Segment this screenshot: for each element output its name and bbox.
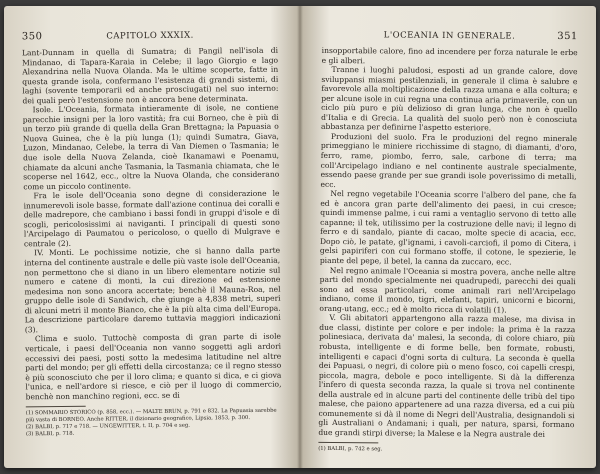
left-paragraph: Lant-Dunnam in quella di Sumatra; di Pangil nell'isola di Mindanao, di Tapara-Karaia in Celebe; il lago Giorgio e lago Alexandrina nella Nuova Olanda. Ma le ultime scoperte, fatte in questa grande isola, confermano l'esistenza di grandi sistemi, di laghi (sovente temporarii ed anche prosciugati) nel suo interno: dei quali però l'estensione non è ancora bene determinata. (21, 45, 279, 106)
right-page (318, 29, 578, 461)
left-footnote: (1) SOMMARIO STORICO (p. 858, ecc.). — MALTE BRUN, p. 791 e 832. La Papuasia sarebbe più vasta di BORNEO. Anche RITTER, il dizionario geografico, Lipsia, 1853, p. 300. (25, 407, 277, 424)
left-footnote: (2) BALBI, p. 717 e 718. — UNGEWITTER, t. II, p. 704 e seg. (25, 422, 191, 431)
left-paragraph: Fra le isole dell'Oceania sono degne di considerazione le innumerevoli isole basse, formate dall'azione continua dei coralli e delle madrepore, che cambiano i bassi fondi in gruppi d'isole e di scogli, pericolosissimi ai naviganti. I principali di questi sono l'Arcipelago di Paumatou o pericoloso, o quello di Mulgrave e centrale (2). (23, 188, 280, 249)
left-paragraph: Isole. L'Oceania, formata intieramente di isole, ne contiene parecchie insigni per la loro vastità; fra cui Borneo, che è più di un terzo più grande di quella della Gran Brettagna; la Papuasia o Nuova Guinea, che è la più lunga (1); quindi Sumatra, Giava, Luzon, Mindanao, Celebe, la terra di Van Diemen o Tasmania; le due isole della Nuova Zelanda, cioè Ikanamawi e Poenamu, chiamate da alcuni anche Tasmania, la Tasmania chiamata, che le scoperse nel 1642, ecc., oltre la Nuova Olanda, che considerano come un piccolo continente. (22, 102, 280, 191)
left-paragraph: Clima e suolo. Tuttochè composta di gran parte di isole verticale, i paesi dell'Oceania non vanno soggetti agli ardori eccessivi dei paesi, posti sotto la medesima latitudine nel altre parti del mondo; per gli effetti della circostanza; ce il regno stesso è più sconosciuto che per il loro clima; e quanto si dica, e ci giova l'unica, e nell'ardore si riesce, e ciò per il luogo di commercio, benchè non manchino regioni, ecc. se di (25, 332, 282, 402)
open-book-spread (4, 6, 596, 468)
right-paragraph: Tranne i luoghi paludosi, esposti ad un grande calore, dove sviluppansi miasmi pestilenziali, in generale il clima è salubre e favorevole alla moltiplicazione della razza umana e alla coltura; e per alcune isole in cui regna una continua aria primaverile, con un ciclo più puro e più delizioso di gran lunga, che non è quello d'Italia e di Grecia. La qualità del suolo però non è conosciuta abbastanza per definirne l'aspetto esteriore. (320, 65, 578, 133)
right-paragraph: Nel regno vegetabile l'Oceania scorre l'albero del pane, che fa ed è ancora gran parte dell'alimento dei paesi, in cui cresce; quindi immense palme, i cui rami a ventaglio servono di tetto alle capanne; il tek, utilissimo per la costruzione delle navi; il legno di ferro e di sandalo, piante di cacao, molte specie di acacia, ecc. Dopo ciò, le patate, gl'ignami, i cavoli-carciofi, il pomo di Citera, i gelsi papiriferi con cui formano stoffe, il cotone, le spezierie, le piante del pepe, il betel, la canna da zuccaro, ecc. (319, 189, 577, 267)
right-page-header (322, 29, 578, 42)
left-paragraph: IV. Monti. Le pochissime notizie, che si hanno dalla parte interna del continente australe e delle più vaste isole dell'Oceania, non permettono che si diano in un libero elementare notizie sul numero e catene di monti, la cui direzione ed estensione medesima non sono ancora accertate; benchè il Mauna-Roa, nel gruppo delle isole di Sandwich, che giunge a 4,838 metri, superi di alcuni metri il monte Bianco, che è la più alta cima dell'Europa. La descrizione particolare daremo tuttavia maggiori indicazioni (3). (24, 246, 281, 335)
footnote-divider (318, 442, 378, 444)
right-running-head: L'OCEANIA IN GENERALE. (383, 30, 516, 42)
left-page-number: 350 (21, 31, 43, 43)
left-page-text (22, 46, 282, 402)
right-page-number: 351 (557, 30, 578, 43)
right-paragraph: Nel regno animale l'Oceania si mostra povera, anche nelle altre parti del mondo specialmente nei quadrupedi, parecchi dei quali sono ad essa particolari, come animali rari nell'Arcipelago indiano, come il mondo, tigri, elefanti, tapiri, unicorni e bicorni, orang-utang, ecc.; ed è molto ricca di volatili (1). (319, 265, 576, 315)
left-page-header (22, 29, 278, 43)
footnote-divider (26, 406, 86, 408)
right-paragraph: Produzioni del suolo. Fra le produzioni del regno minerale primeggiano le miniere ricchissime di stagno, di diamanti, d'oro, ferro, rame, piombo, ferro, sale, carbone di terra; ma coll'Arcipelago indiano e nel continente australe specialmente, essendo paese grande per sue grandi isole poverissimo di metalli, ecc. (320, 131, 577, 189)
left-footnote: (3) BALBI, p. 718. (25, 431, 75, 438)
right-page-text (318, 46, 577, 440)
right-paragraph: V. Gli abitatori appartengono alla razza malese, ma divisa in due classi, distinte per colore e per indole: la prima è la razza polinesiaca, derivata da' malesi, la seconda, di colore chiaro, più robusta, intelligente e di forme belle, ben formate, robusti, intelligenti e capaci d'ogni sorta di cultura. La seconda è quella dei Papuasi, o negri, di colore più o meno fosco, coi capelli crespi, piccola, magra, debole e poco intelligente. Si dà la differenza l'infero di questa seconda razza, la quale si trova nel continente della australe ed in alcune parti del continente delle tribù del tipo malese, che paiono appartenere ad una razza diversa, ed a cui più comunemente si dà il nome di Negri dell'Australia, designandoli si gli Australiani o Andamani; i quali, per natura, sparsi, formano due grandi stirpi diverse; la Malese e la Negra australe dei (318, 313, 576, 439)
left-page (22, 29, 282, 462)
left-running-head: CAPITOLO XXXIX. (106, 30, 194, 42)
right-footnote: (1) BALBI, p. 742 e seg. (318, 446, 383, 453)
right-paragraph: insopportabile calore, fino ad incendere per forza naturale le erbe e gli alberi. (321, 45, 578, 65)
